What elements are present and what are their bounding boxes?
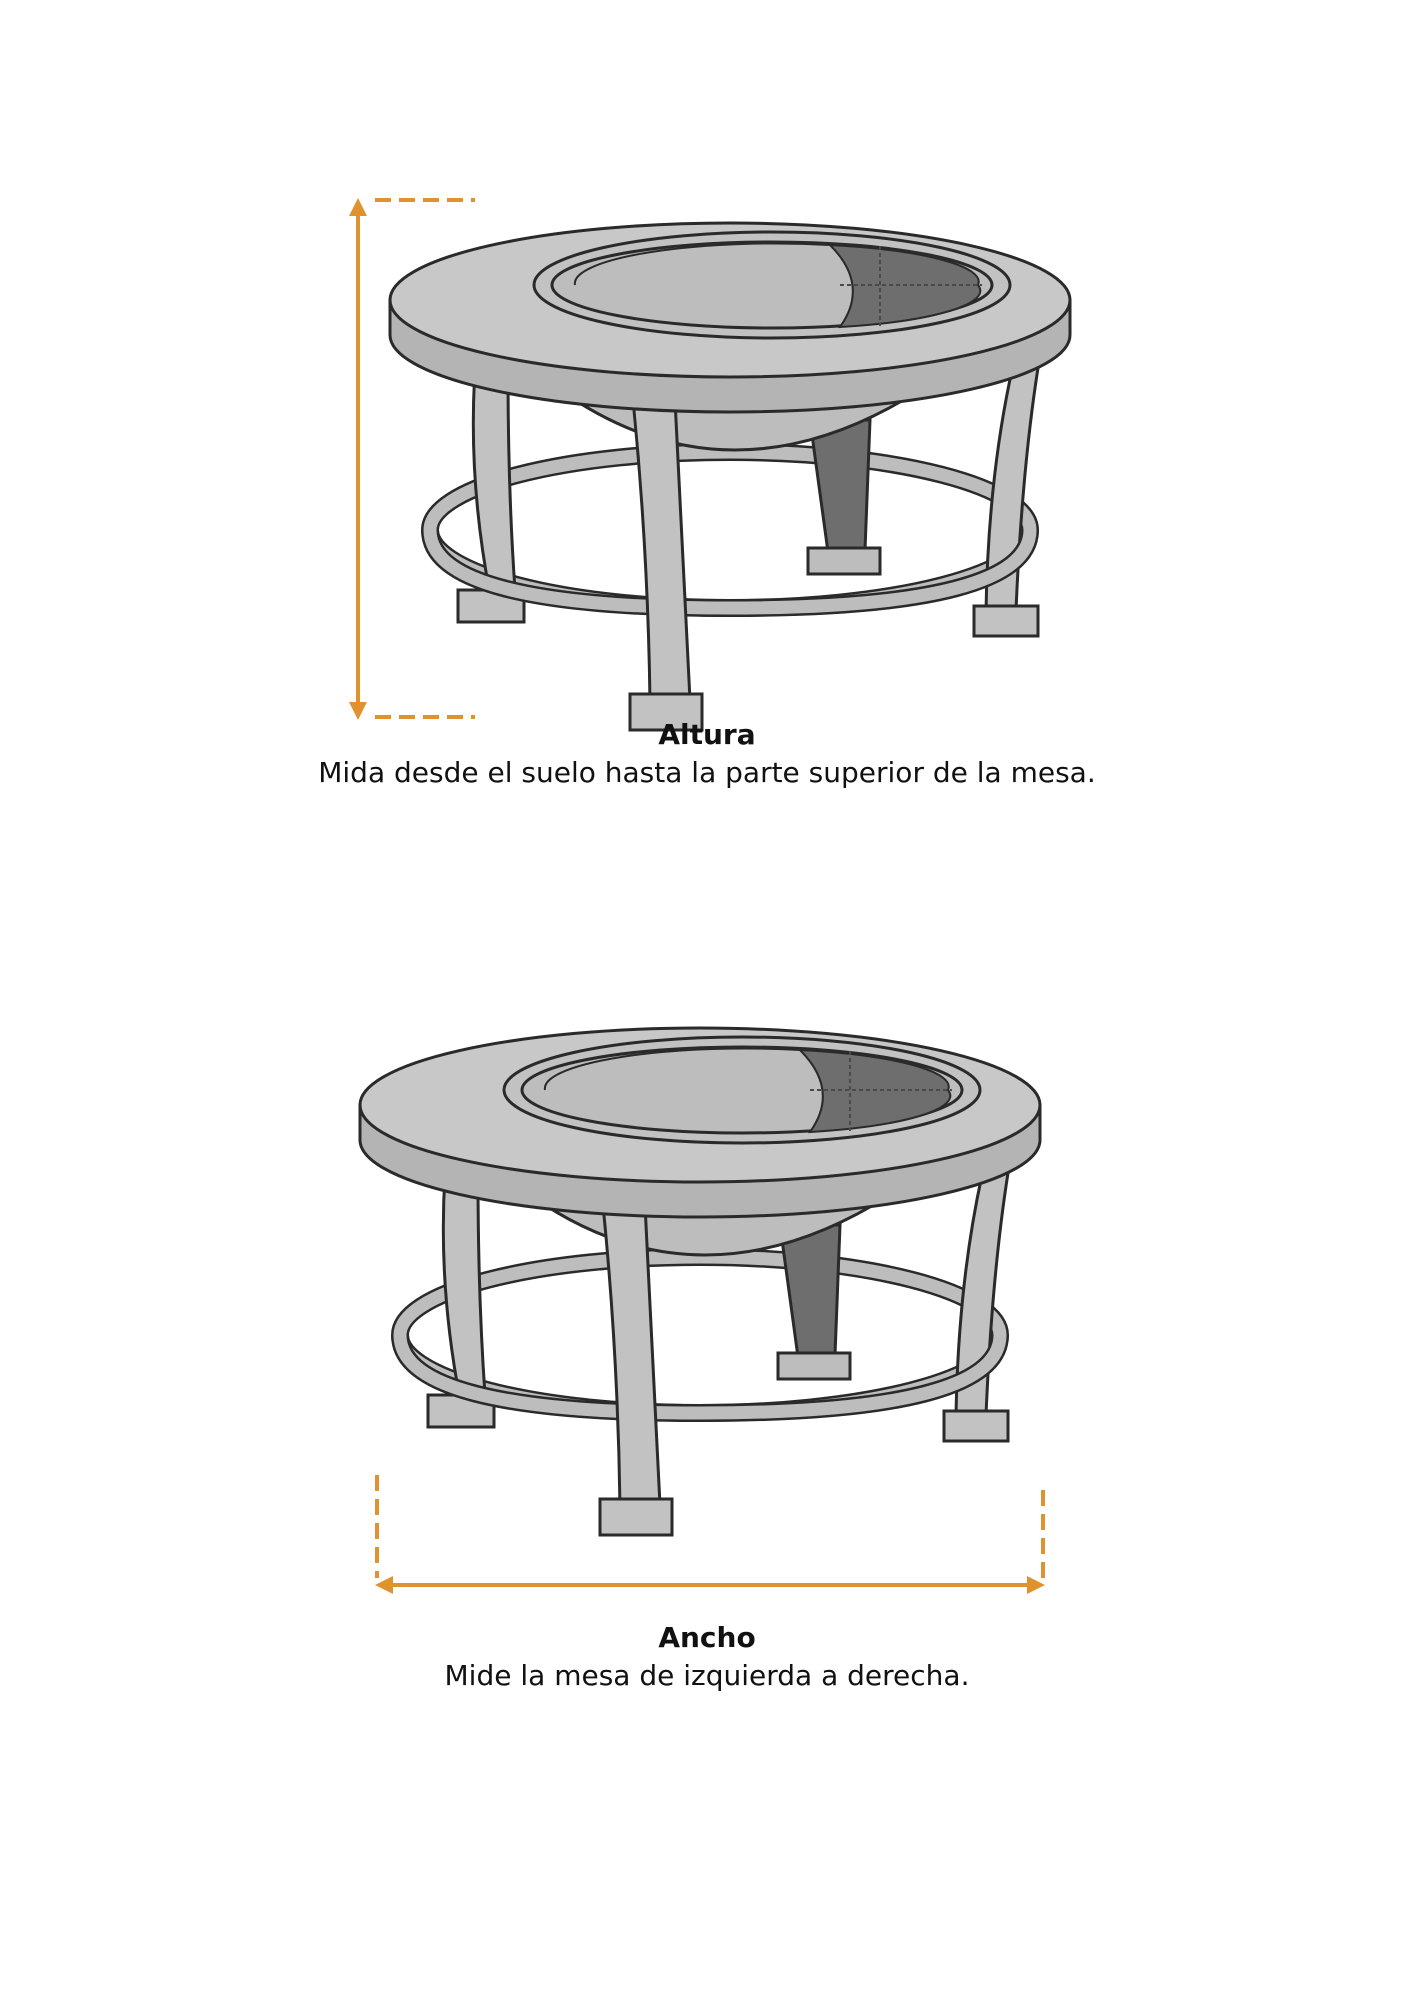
width-figure <box>0 980 1414 1740</box>
fire-pit-table-illustration <box>360 1028 1040 1535</box>
fire-pit-table-illustration <box>390 223 1070 730</box>
height-description: Mida desde el suelo hasta la parte superior de la mesa. <box>318 756 1096 789</box>
width-title: Ancho <box>658 1621 756 1654</box>
width-dimension-arrow <box>375 1475 1045 1594</box>
height-figure <box>0 0 1414 820</box>
width-description: Mide la mesa de izquierda a derecha. <box>444 1659 970 1692</box>
width-caption <box>0 1620 1414 1696</box>
height-diagram <box>0 0 1414 820</box>
height-title: Altura <box>658 718 756 751</box>
height-caption <box>0 717 1414 793</box>
